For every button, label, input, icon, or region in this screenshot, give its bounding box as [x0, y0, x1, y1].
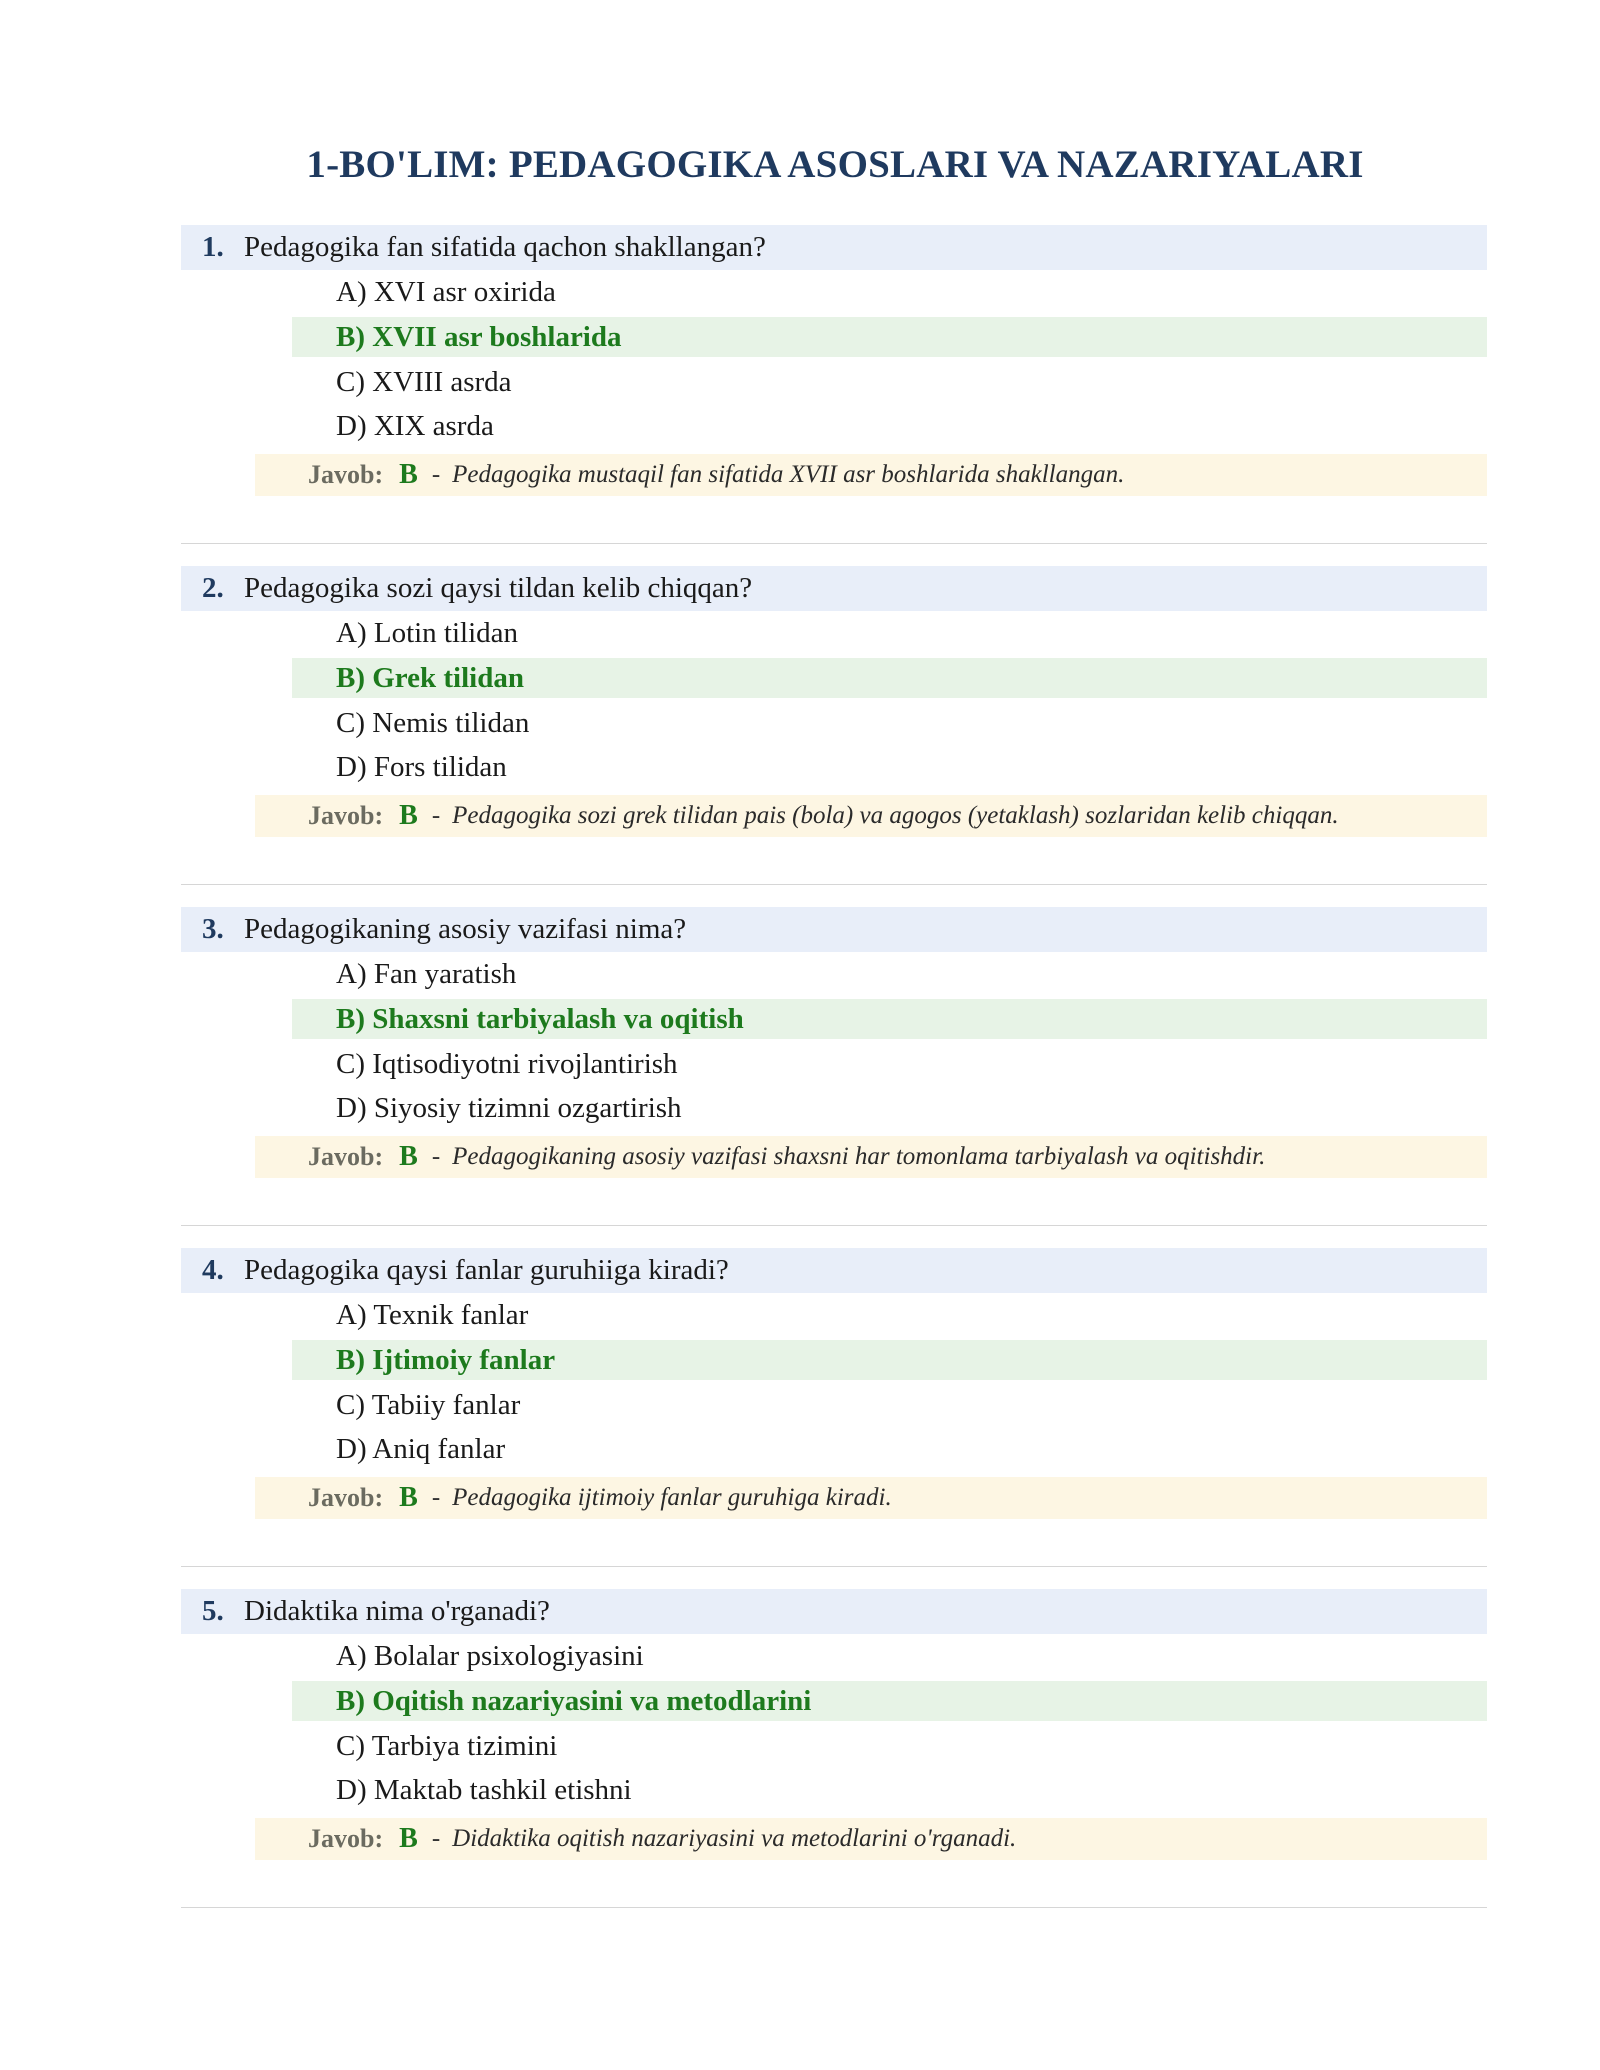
option-label: A) Fan yaratish [336, 957, 517, 990]
option-label: D) Maktab tashkil etishni [336, 1773, 632, 1806]
option-d[interactable] [292, 747, 1487, 787]
answer-letter: B [399, 1823, 418, 1854]
option-label: D) Fors tilidan [336, 750, 507, 783]
option-label: D) Siyosiy tizimni ozgartirish [336, 1091, 682, 1124]
question-number: 1. [202, 231, 224, 263]
option-label: B) Ijtimoiy fanlar [336, 1343, 556, 1376]
option-label: A) Bolalar psixologiyasini [336, 1639, 644, 1672]
answer-letter: B [399, 459, 418, 490]
option-b-correct[interactable] [292, 317, 1487, 357]
question-block-1 [181, 225, 1487, 565]
answer-text: Didaktika oqitish nazariyasini va metodlarini o'rganadi. [452, 1825, 1017, 1852]
answer-explanation [255, 795, 1487, 837]
question-text: Pedagogika qaysi fanlar guruhiiga kiradi? [244, 1254, 729, 1286]
question-header [181, 907, 1487, 952]
option-c[interactable] [292, 1044, 1487, 1084]
option-b-correct[interactable] [292, 658, 1487, 698]
answer-text: Pedagogika sozi grek tilidan pais (bola) va agogos (yetaklash) sozlaridan kelib chiqqan. [452, 802, 1339, 829]
answer-label: Javob: [308, 1483, 384, 1512]
option-d[interactable] [292, 1088, 1487, 1128]
question-number: 2. [202, 572, 224, 604]
question-text: Pedagogika fan sifatida qachon shakllangan? [244, 231, 766, 263]
answer-label: Javob: [308, 1142, 384, 1171]
answer-dash: - [431, 802, 441, 829]
option-c[interactable] [292, 1726, 1487, 1766]
option-a[interactable] [292, 272, 1487, 312]
option-a[interactable] [292, 954, 1487, 994]
divider [181, 884, 1487, 885]
option-c[interactable] [292, 362, 1487, 402]
answer-text: Pedagogikaning asosiy vazifasi shaxsni har tomonlama tarbiyalash va oqitishdir. [452, 1143, 1266, 1170]
option-d[interactable] [292, 1429, 1487, 1469]
divider [181, 1907, 1487, 1908]
option-a[interactable] [292, 613, 1487, 653]
question-number: 4. [202, 1254, 224, 1286]
answer-explanation [255, 1818, 1487, 1860]
option-label: C) Iqtisodiyotni rivojlantirish [336, 1047, 678, 1080]
divider [181, 1225, 1487, 1226]
question-block-2 [181, 566, 1487, 906]
answer-dash: - [431, 1484, 441, 1511]
option-label: C) Tabiiy fanlar [336, 1388, 521, 1421]
answer-explanation [255, 1136, 1487, 1178]
option-label: C) Tarbiya tizimini [336, 1729, 558, 1762]
option-label: B) Grek tilidan [336, 661, 524, 694]
question-header [181, 1248, 1487, 1293]
question-header [181, 1589, 1487, 1634]
option-label: A) XVI asr oxirida [336, 275, 556, 308]
question-block-4 [181, 1248, 1487, 1588]
option-label: A) Lotin tilidan [336, 616, 519, 649]
option-d[interactable] [292, 406, 1487, 446]
option-a[interactable] [292, 1295, 1487, 1335]
question-block-3 [181, 907, 1487, 1247]
answer-explanation [255, 1477, 1487, 1519]
answer-label: Javob: [308, 801, 384, 830]
answer-text: Pedagogika mustaqil fan sifatida XVII asr boshlarida shakllangan. [452, 461, 1125, 488]
answer-label: Javob: [308, 460, 384, 489]
option-label: C) Nemis tilidan [336, 706, 530, 739]
option-a[interactable] [292, 1636, 1487, 1676]
question-block-5 [181, 1589, 1487, 1929]
divider [181, 543, 1487, 544]
option-d[interactable] [292, 1770, 1487, 1810]
answer-letter: B [399, 800, 418, 831]
answer-explanation [255, 454, 1487, 496]
question-text: Didaktika nima o'rganadi? [244, 1595, 550, 1627]
option-label: B) Oqitish nazariyasini va metodlarini [336, 1684, 812, 1717]
answer-label: Javob: [308, 1824, 384, 1853]
option-c[interactable] [292, 703, 1487, 743]
question-number: 5. [202, 1595, 224, 1627]
option-b-correct[interactable] [292, 1681, 1487, 1721]
option-label: B) XVII asr boshlarida [336, 320, 622, 353]
question-header [181, 225, 1487, 270]
question-header [181, 566, 1487, 611]
option-label: D) XIX asrda [336, 409, 494, 442]
option-label: C) XVIII asrda [336, 365, 512, 398]
answer-text: Pedagogika ijtimoiy fanlar guruhiga kiradi. [452, 1484, 892, 1511]
option-label: B) Shaxsni tarbiyalash va oqitish [336, 1002, 744, 1035]
option-c[interactable] [292, 1385, 1487, 1425]
question-text: Pedagogikaning asosiy vazifasi nima? [244, 913, 687, 945]
answer-dash: - [431, 461, 441, 488]
question-text: Pedagogika sozi qaysi tildan kelib chiqqan? [244, 572, 753, 604]
page-title: 1-BO'LIM: PEDAGOGIKA ASOSLARI VA NAZARIYALARI [306, 143, 1364, 186]
answer-dash: - [431, 1825, 441, 1852]
answer-letter: B [399, 1141, 418, 1172]
option-b-correct[interactable] [292, 999, 1487, 1039]
option-label: D) Aniq fanlar [336, 1432, 506, 1465]
option-label: A) Texnik fanlar [336, 1298, 529, 1331]
answer-dash: - [431, 1143, 441, 1170]
answer-letter: B [399, 1482, 418, 1513]
question-number: 3. [202, 913, 224, 945]
divider [181, 1566, 1487, 1567]
option-b-correct[interactable] [292, 1340, 1487, 1380]
